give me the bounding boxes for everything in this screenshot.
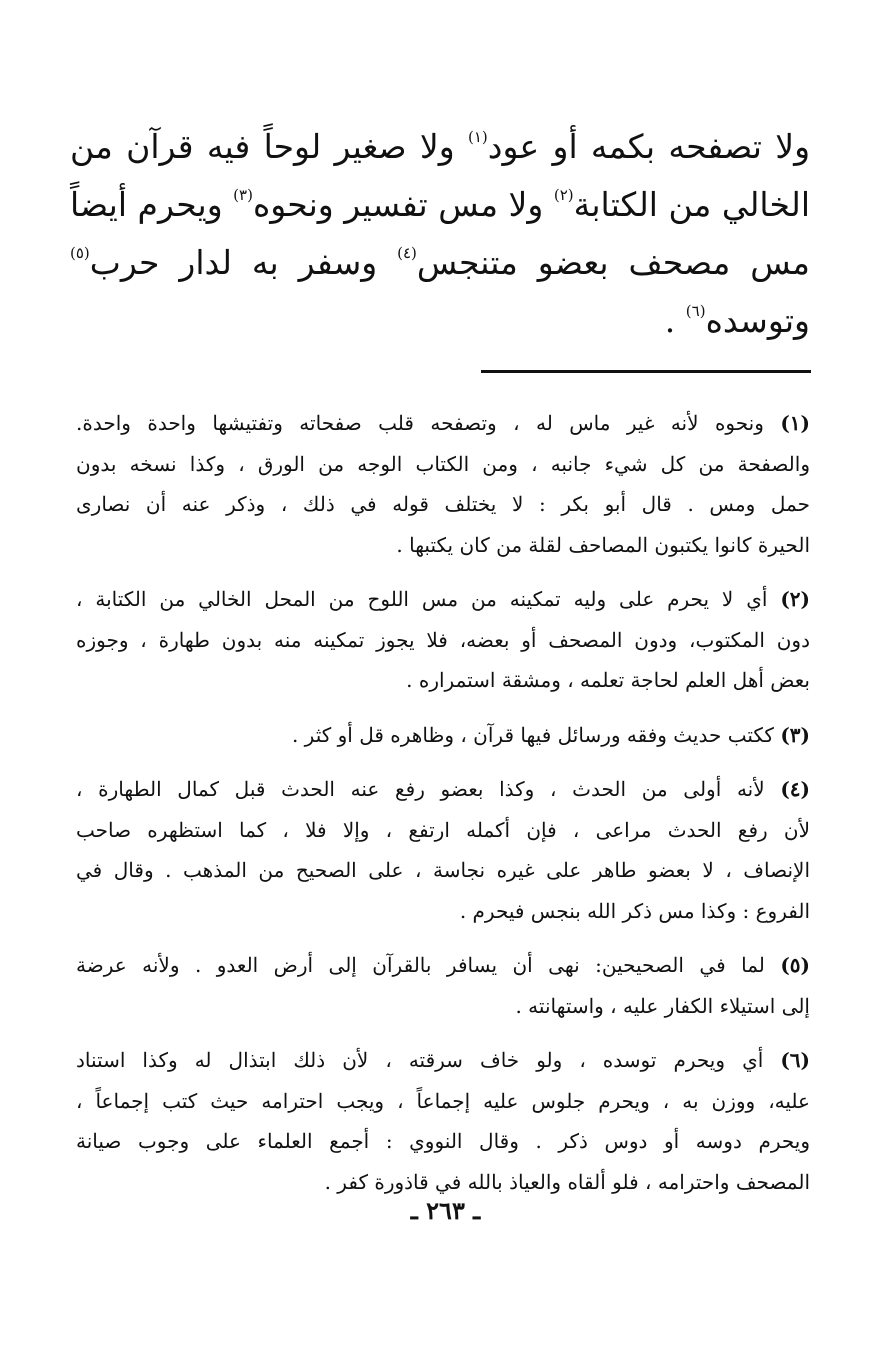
main-text-line [70,176,810,234]
footnote-line: عليه، ووزن به ، ويحرم جلوس عليه إجماعاً ، ويجب احترامه حيث كتب إجماعاً ، [76,1088,810,1113]
footnote-number: (٣) [780,722,810,747]
footnote-line: بعض أهل العلم لحاجة تعلمه ، ومشقة استمراره . [406,668,810,692]
main-text-segment: الخالي من الكتابة [573,185,810,224]
footnote-4 [76,769,810,931]
main-text-line [70,234,810,292]
main-text-segment: وسفر به لدار حرب [89,243,398,282]
main-text-segment: ويحرم أيضاً [70,185,234,224]
footnote-6 [76,1040,810,1202]
main-text-segment: وتوسده [705,301,810,340]
footnote-line: والصفحة من كل شيء جانبه ، ومن الكتاب الوجه من الورق ، وكذا نسخه بدون [76,451,810,476]
footnote-marker: (٣) [233,186,253,204]
main-text-segment: ولا تصفحه بكمه أو عود [487,127,811,166]
footnote-number: (٦) [780,1048,810,1072]
footnote-marker: (٤) [397,244,417,262]
footnote-line [76,1040,810,1081]
footnote-line [76,769,810,810]
page-number: ـ ٢٦٣ ـ [410,1196,481,1225]
footnote-text: لما في الصحيحين: نهى أن يسافر بالقرآن إلى أرض العدو . ولأنه عرضة [76,953,781,977]
main-text [70,118,810,350]
footnote-line: حمل ومس . قال أبو بكر : لا يختلف قوله في ذلك ، وذكر عنه أن نصارى [76,492,810,516]
footnotes-section [76,403,810,1216]
footnote-marker: (٥) [70,244,90,262]
main-text-segment: . [664,301,686,340]
footnote-number: (٤) [780,777,810,801]
footnote-line [76,403,810,444]
footnote-number: (١) [780,411,810,435]
main-text-segment: مس مصحف بعضو متنجس [416,243,810,282]
footnote-marker: (٢) [553,186,574,204]
footnote-line: ويحرم دوسه أو دوس ذكر . وقال النووي : أجمع العلماء على وجوب صيانة [76,1129,810,1153]
footnote-line: الإنصاف ، لا بعضو طاهر على غيره نجاسة ، على الصحيح من المذهب . وقال في [76,858,811,882]
footnote-line: دون المكتوب، ودون المصحف أو بعضه، فلا يجوز تمكينه منه بدون طهارة ، وجوزه [76,627,810,652]
main-text-segment: ولا مس تفسير ونحوه [252,185,554,224]
footnote-1 [76,403,810,565]
footnote-line: الحيرة كانوا يكتبون المصاحف لقلة من كان يكتبها . [396,532,810,557]
footnote-text: أي ويحرم توسده ، ولو خاف سرقته ، لأن ذلك ابتذال له وكذا استناد [76,1048,781,1072]
footnote-text: لأنه أولى من الحدث ، وكذا بعضو رفع عنه الحدث قبل كمال الطهارة ، [76,777,781,801]
main-text-line [70,118,810,176]
footnote-marker: (٦) [685,302,706,320]
footnote-5 [76,945,810,1026]
footnote-line: إلى استيلاء الكفار عليه ، واستهانته . [515,993,810,1018]
main-text-line [70,292,810,350]
footnote-number: (٢) [780,587,810,611]
footnote-line [76,579,810,620]
footnote-3 [76,715,810,756]
footnote-marker: (١) [467,128,488,146]
footnote-line: الفروع : وكذا مس ذكر الله بنجس فيحرم . [459,898,810,923]
footnote-line [76,945,810,986]
footnote-line: المصحف واحترامه ، فلو ألقاه والعياذ بالله في قاذورة كفر . [324,1169,810,1194]
footnote-separator [481,370,811,373]
footnote-text: ككتب حديث وفقه ورسائل فيها قرآن ، وظاهره قل أو كثر . [291,722,781,747]
footnote-2 [76,579,810,701]
footnote-line: لأن رفع الحدث مراعى ، فإن أكمله ارتفع ، وإلا فلا ، كما استظهره صاحب [76,817,810,842]
footnote-number: (٥) [780,953,810,977]
main-text-segment: ولا صغير لوحاً فيه قرآن من [70,127,468,166]
footnote-line [76,715,810,756]
footnote-text: أي لا يحرم على وليه تمكينه من مس اللوح من المحل الخالي من الكتابة ، [76,587,781,611]
footnote-text: ونحوه لأنه غير ماس له ، وتصفحه قلب صفحاته وتفتيشها واحدة واحدة. [76,411,781,435]
